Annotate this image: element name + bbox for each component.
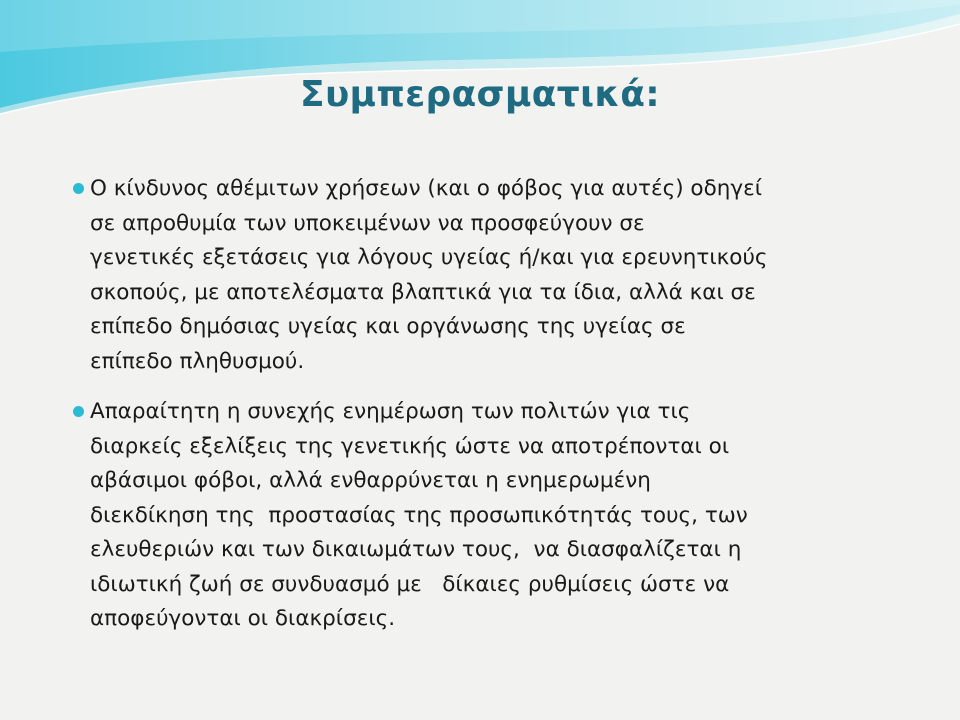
bullet-line: Ο κίνδυνος αθέμιτων χρήσεων (και ο φόβος για αυτές) οδηγεί (90, 176, 762, 201)
bullet-icon (73, 183, 84, 194)
bullet-line: αβάσιμοι φόβοι, αλλά ενθαρρύνεται η ενημερωμένη (90, 468, 651, 493)
bullet-line: διεκδίκηση της προστασίας της προσωπικότητάς τους, των (90, 502, 748, 528)
bullet-item (80, 172, 892, 379)
bullet-line: σε απροθυμία των υποκειμένων να προσφεύγουν σε (90, 210, 645, 236)
bullet-item (80, 395, 892, 637)
bullet-line: διαρκείς εξελίξεις της γενετικής ώστε να αποτρέπονται οι (90, 433, 730, 459)
bullet-text (90, 395, 892, 637)
bullet-line: ιδιωτική ζωή σε συνδυασμό με δίκαιες ρυθμίσεις ώστε να (90, 571, 730, 597)
bullet-line: αποφεύγονται οι διακρίσεις. (90, 606, 396, 631)
bullet-line: επίπεδο δημόσιας υγείας και οργάνωσης της υγείας σε (90, 314, 686, 339)
bullet-line: επίπεδο πληθυσμού. (90, 348, 305, 374)
slide-title: Συμπερασματικά: (300, 74, 660, 115)
bullet-line: σκοπούς, με αποτελέσματα βλαπτικά για τα ίδια, αλλά και σε (90, 279, 756, 305)
bullet-text (90, 172, 892, 379)
bullet-line: γενετικές εξετάσεις για λόγους υγείας ή/και για ερευνητικούς (90, 245, 768, 270)
bullet-list (80, 172, 892, 653)
bullet-line: ελευθεριών και των δικαιωμάτων τους, να διασφαλίζεται η (90, 537, 742, 562)
bullet-icon (73, 406, 84, 417)
bullet-line: Απαραίτητη η συνεχής ενημέρωση των πολιτών για τις (90, 399, 691, 424)
